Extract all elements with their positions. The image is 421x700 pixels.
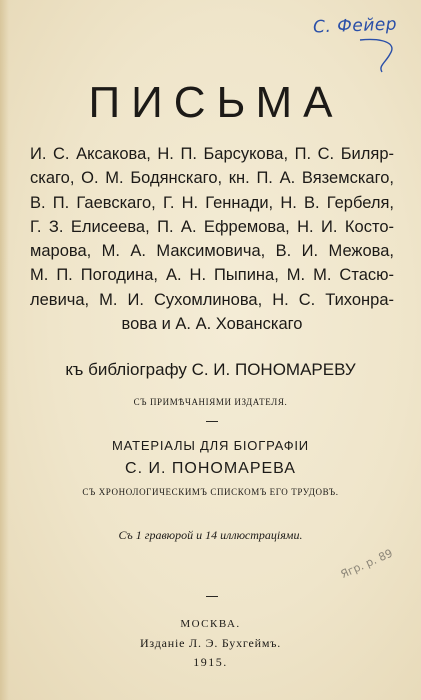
materials-heading: МАТЕРIАЛЫ ДЛЯ БIОГРАФIИ	[112, 438, 309, 453]
imprint-year: 1915.	[193, 655, 228, 669]
imprint-place: МОСКВА.	[180, 618, 241, 630]
handwritten-squiggle-icon	[350, 36, 410, 76]
illustrations-note: Съ 1 гравюрой и 14 иллюстрацiями.	[118, 528, 303, 542]
handwritten-owner-note: С. Фейер	[312, 14, 398, 38]
names-line: В. П. Гаевскаго, Г. Н. Геннади, Н. В. Гербеля,	[30, 193, 394, 212]
imprint-publisher: Изданiе Л. Э. Бухгеймъ.	[139, 636, 282, 650]
names-line: вова и А. А. Хованскаго	[121, 315, 303, 334]
names-line: Г. З. Елисеева, П. А. Ефремова, Н. И. Косто-	[30, 217, 394, 236]
correspondents-list	[30, 142, 394, 336]
divider-rule	[206, 421, 218, 422]
biography-subject: С. И. ПОНОМАРЕВА	[125, 460, 296, 477]
editor-note: СЪ ПРИМѢЧАНIЯМИ ИЗДАТЕЛЯ.	[133, 397, 288, 407]
page-title: ПИСЬМА	[88, 78, 344, 127]
works-list-note: СЪ ХРОНОЛОГИЧЕСКИМЪ СПИСКОМЪ ЕГО ТРУДОВЪ.	[82, 487, 339, 497]
divider-rule	[206, 596, 218, 597]
names-line: И. С. Аксакова, Н. П. Барсукова, П. С. Биляр-	[30, 145, 394, 163]
names-line: М. П. Погодина, А. Н. Пыпина, М. М. Стасю-	[30, 266, 394, 285]
names-line: скаго, О. М. Бодянскаго, кн. П. А. Вяземскаго,	[30, 169, 394, 188]
handwritten-margin-note: Ягр. р. 89	[338, 546, 395, 581]
names-line: марова, М. А. Максимовича, В. И. Межова,	[30, 242, 394, 261]
addressee-line: къ библiографу С. И. ПОНОМАРЕВУ	[65, 360, 356, 379]
names-line: левича, М. И. Сухомлинова, Н. С. Тихонра-	[30, 290, 394, 309]
